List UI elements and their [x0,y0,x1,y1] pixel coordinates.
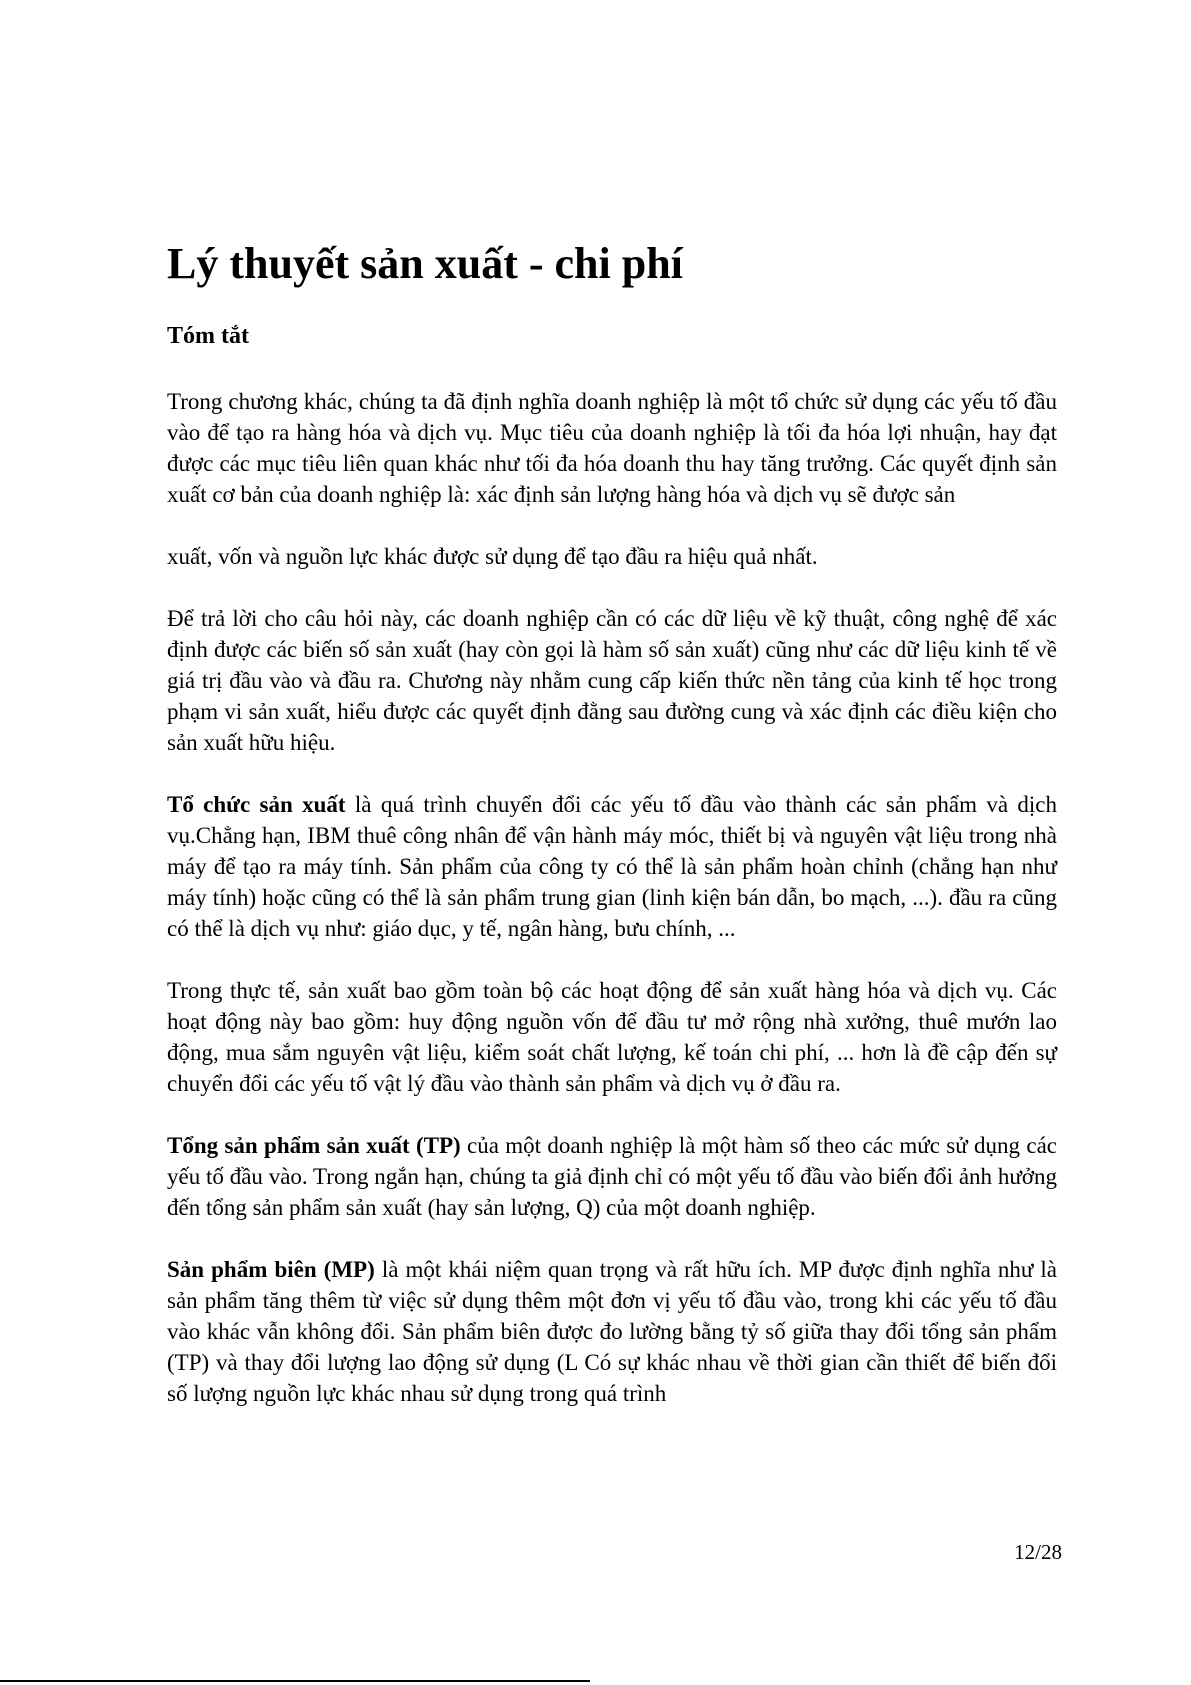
paragraph-3 [167,603,1057,758]
paragraph-text: Trong thực tế, sản xuất bao gồm toàn bộ các hoạt động để sản xuất hàng hóa và dịch vụ. Các hoạt động này bao gồm: huy động nguồn vốn để đầu tư mở rộng nhà xưởng, thuê mướn lao động, mua sắm nguyên vật liệu, kiểm soát chất lượng, kế toán chi phí, ... hơn là đề cập đến sự chuyển đổi các yếu tố vật lý đầu vào thành sản phẩm và dịch vụ ở đầu ra. [167,978,1057,1096]
paragraph-term: Tổ chức sản xuất [167,792,346,817]
paragraph-4 [167,789,1057,944]
section-heading: Tóm tắt [167,323,249,349]
page-number: 12/28 [1014,1540,1062,1564]
paragraph-text: của một doanh nghiệp là một hàm số theo các mức sử dụng các yếu tố đầu vào. Trong ngắn hạn, chúng ta giả định chỉ có một yếu tố đầu vào biến đổi ảnh hưởng đến tổng sản phẩm sản xuất (hay sản lượng, Q) của một doanh nghiệp. [167,1133,1057,1220]
paragraph-text: là quá trình chuyển đổi các yếu tố đầu vào thành các sản phẩm và dịch vụ.Chẳng hạn, IBM thuê công nhân để vận hành máy móc, thiết bị và nguyên vật liệu trong nhà máy để tạo ra máy tính. Sản phẩm của công ty có thể là sản phẩm hoàn chỉnh (chẳng hạn như máy tính) hoặc cũng có thể là sản phẩm trung gian (linh kiện bán dẫn, bo mạch, ...). đầu ra cũng có thể là dịch vụ như: giáo dục, y tế, ngân hàng, bưu chính, ... [167,792,1058,941]
paragraph-text: Để trả lời cho câu hỏi này, các doanh nghiệp cần có các dữ liệu về kỹ thuật, công nghệ để xác định được các biến số sản xuất (hay còn gọi là hàm số sản xuất) cũng như các dữ liệu kinh tế về giá trị đầu vào và đầu ra. Chương này nhằm cung cấp kiến thức nền tảng của kinh tế học trong phạm vi sản xuất, hiểu được các quyết định đằng sau đường cung và xác định các điều kiện cho sản xuất hữu hiệu. [167,606,1057,755]
paragraph-text: là một khái niệm quan trọng và rất hữu ích. MP được định nghĩa như là sản phẩm tăng thêm từ việc sử dụng thêm một đơn vị yếu tố đầu vào, trong khi các yếu tố đầu vào khác vẫn không đổi. Sản phẩm biên được đo lường bằng tỷ số giữa thay đổi tổng sản phẩm (TP) và thay đổi lượng lao động sử dụng (L Có sự khác nhau về thời gian cần thiết để biến đổi số lượng nguồn lực khác nhau sử dụng trong quá trình [167,1257,1057,1406]
paragraph-7 [167,1254,1057,1409]
paragraph-term: Sản phẩm biên (MP) [167,1257,375,1282]
paragraph-2 [167,541,1057,572]
document-title: Lý thuyết sản xuất - chi phí [167,239,683,288]
paragraph-text: xuất, vốn và nguồn lực khác được sử dụng để tạo đầu ra hiệu quả nhất. [167,544,818,569]
document-content [167,236,1057,1409]
paragraph-6 [167,1130,1057,1223]
paragraph-1 [167,386,1057,510]
footer-divider [0,1680,590,1682]
paragraph-5 [167,975,1057,1099]
paragraph-term: Tổng sản phẩm sản xuất (TP) [167,1133,461,1158]
paragraph-text: Trong chương khác, chúng ta đã định nghĩa doanh nghiệp là một tổ chức sử dụng các yếu tố đầu vào để tạo ra hàng hóa và dịch vụ. Mục tiêu của doanh nghiệp là tối đa hóa lợi nhuận, hay đạt được các mục tiêu liên quan khác như tối đa hóa doanh thu hay tăng trưởng. Các quyết định sản xuất cơ bản của doanh nghiệp là: xác định sản lượng hàng hóa và dịch vụ sẽ được sản [167,389,1057,507]
